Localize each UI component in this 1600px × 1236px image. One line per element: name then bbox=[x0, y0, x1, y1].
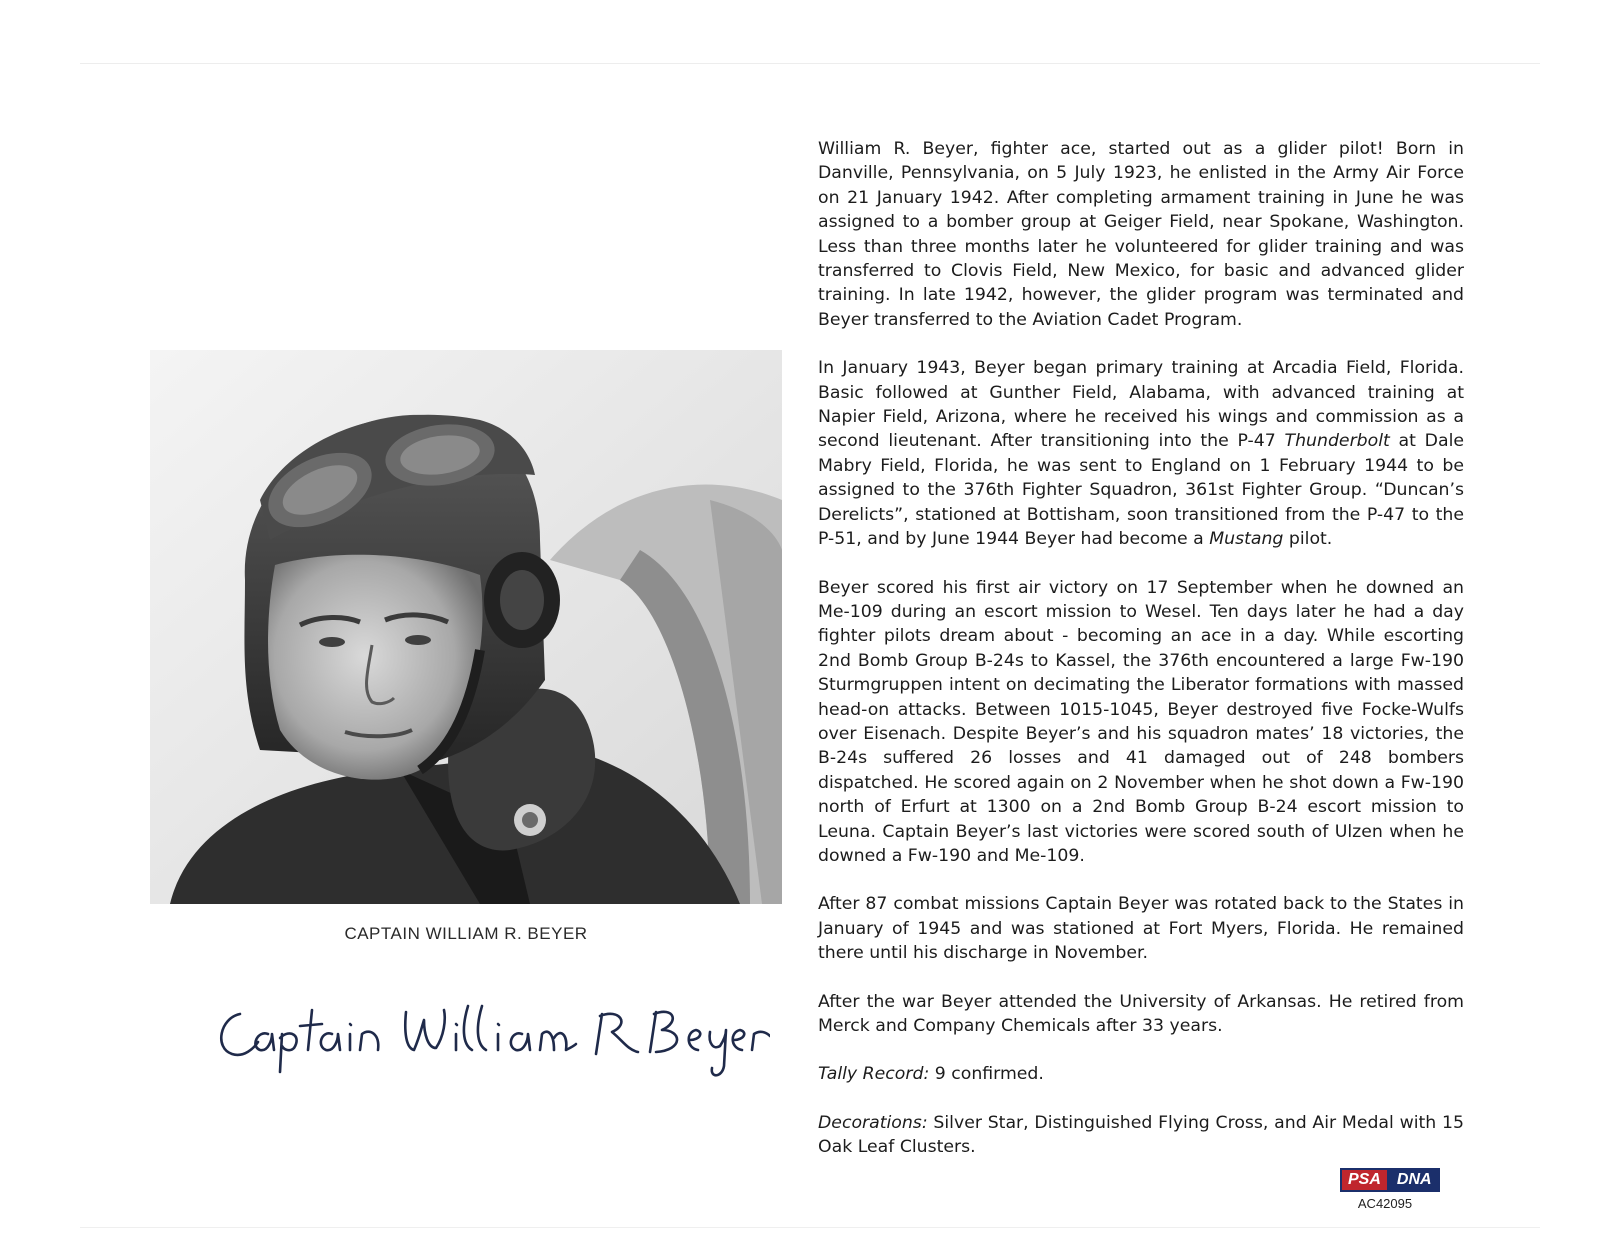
pilot-portrait-photo bbox=[150, 350, 782, 904]
biography-paragraph bbox=[818, 576, 1464, 869]
psa-logo-part: PSA bbox=[1340, 1168, 1389, 1192]
italic-text-run: Decorations: bbox=[818, 1112, 928, 1133]
biography-paragraph bbox=[818, 137, 1464, 332]
text-run: pilot. bbox=[1283, 529, 1333, 550]
biography-text bbox=[818, 137, 1464, 1184]
tally-record bbox=[818, 1062, 1464, 1086]
italic-text-run: Tally Record: bbox=[818, 1064, 930, 1085]
text-run: at Dale Mabry Field, Florida, he was sent to England on 1 February 1944 to be assigned to the 376th Fighter Squadron, 361st Fighter Group. “Duncan’s Derelicts”, stationed at Bottisham, soon transitioned from the P-47 to the P-51, and by June 1944 Beyer had become a bbox=[818, 431, 1464, 550]
psa-dna-logo bbox=[1340, 1168, 1430, 1192]
photo-caption: CAPTAIN WILLIAM R. BEYER bbox=[344, 924, 588, 943]
text-run: After the war Beyer attended the University of Arkansas. He retired from Merck and Company Chemicals after 33 years. bbox=[818, 991, 1464, 1036]
decorations bbox=[818, 1111, 1464, 1160]
text-run: After 87 combat missions Captain Beyer was rotated back to the States in January of 1945 and was stationed at Fort Myers, Florida. He remained there until his discharge in November. bbox=[818, 894, 1464, 964]
dna-logo-part: DNA bbox=[1389, 1168, 1440, 1192]
text-run: Beyer scored his first air victory on 17 September when he downed an Me-109 during an escort mission to Wesel. Ten days later he had a day fighter pilots dream about - becoming an ace in a day. While escorting 2nd Bomb Group B-24s to Kassel, the 376th encountered a large Fw-190 Sturmgruppen intent on decimating the Liberator formations with massed head-on attacks. Between 1015-1045, Beyer destroyed five Focke-Wulfs over Eisenach. Despite Beyer’s and his squadron mates’ 18 victories, the B-24s suffered 26 losses and 41 damaged out of 248 bombers dispatched. He scored again on 2 November when he shot down a Fw-190 north of Erfurt at 1300 on a 2nd Bomb Group B-24 escort mission to Leuna. Captain Beyer’s last victories were scored south of Ulzen when he downed a Fw-190 and Me-109. bbox=[818, 577, 1464, 866]
bottom-divider bbox=[80, 1227, 1540, 1228]
biography-paragraph bbox=[818, 990, 1464, 1039]
text-run: 9 confirmed. bbox=[929, 1064, 1044, 1085]
italic-text-run: Thunderbolt bbox=[1284, 431, 1390, 452]
text-run: William R. Beyer, fighter ace, started out as a glider pilot! Born in Danville, Pennsylvania, on 5 July 1923, he enlisted in the Army Air Force on 21 January 1942. After completing armament training in June he was assigned to a bomber group at Geiger Field, near Spokane, Washington. Less than three months later he volunteered for glider training and was transferred to Clovis Field, New Mexico, for basic and advanced glider training. In late 1942, however, the glider program was terminated and Beyer transferred to the Aviation Cadet Program. bbox=[818, 139, 1464, 330]
biography-paragraph bbox=[818, 356, 1464, 551]
handwritten-signature bbox=[210, 996, 770, 1086]
top-divider bbox=[80, 63, 1540, 64]
portrait-illustration bbox=[150, 350, 782, 904]
text-run: In January 1943, Beyer began primary training at Arcadia Field, Florida. Basic followed at Gunther Field, Alabama, with advanced training at Napier Field, Arizona, where he received his wings and commission as a second lieutenant. After transitioning into the P-47 bbox=[818, 358, 1464, 452]
italic-text-run: Mustang bbox=[1209, 529, 1284, 550]
biography-paragraph bbox=[818, 892, 1464, 965]
text-run: Silver Star, Distinguished Flying Cross, and Air Medal with 15 Oak Leaf Clusters. bbox=[818, 1112, 1464, 1158]
certification-number: AC42095 bbox=[1357, 1196, 1413, 1211]
signature-drawing bbox=[210, 996, 770, 1086]
